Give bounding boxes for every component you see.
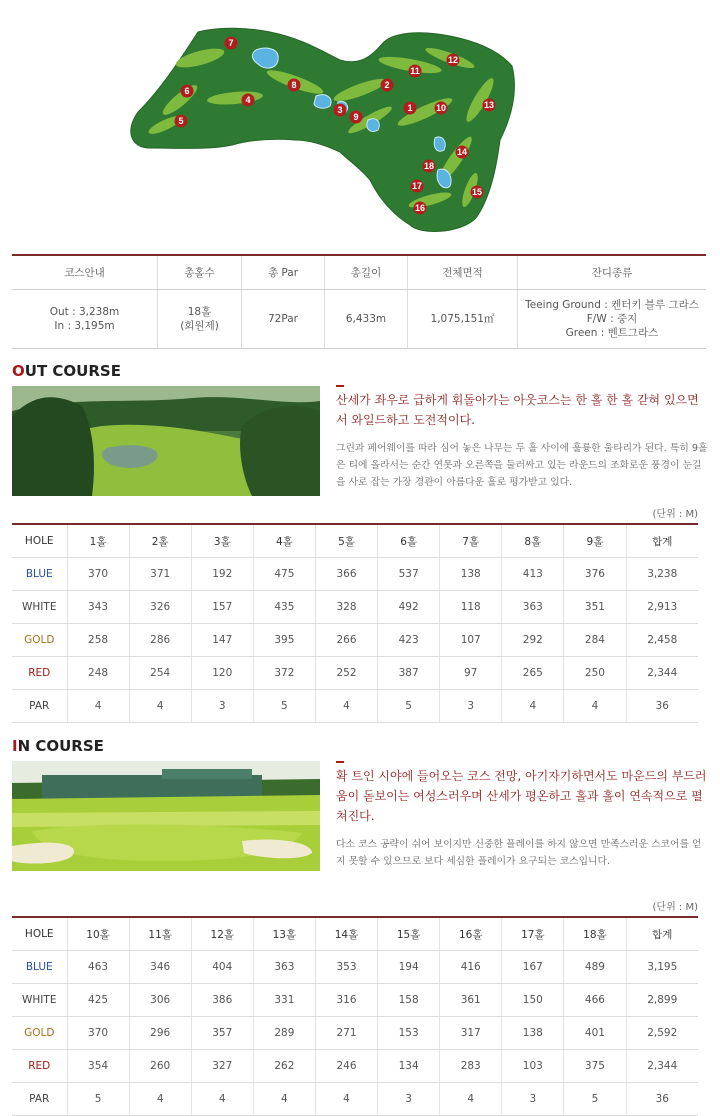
scorecard-header-cell: 3홀 <box>191 524 253 558</box>
hole-marker-icon <box>225 37 238 50</box>
hole-count-type: (회원제) <box>180 320 219 332</box>
scorecard-header-cell: 합계 <box>626 524 698 558</box>
distance-cell: 2,899 <box>626 984 698 1017</box>
grass-fairway: F/W : 중지 <box>586 313 638 325</box>
hole-marker-icon <box>411 180 424 193</box>
distance-cell: 3 <box>502 1083 564 1116</box>
in-course-lead: 확 트인 시야에 들어오는 코스 전망, 아기자기하면서도 마운드의 부드러움이 돋보이는 여성스러우며 산세가 평온하고 홀과 홀이 연속적으로 펼쳐진다. <box>336 769 707 823</box>
scorecard-header-cell: 2홀 <box>129 524 191 558</box>
distance-cell: 376 <box>564 558 626 591</box>
title-initial: I <box>12 737 18 755</box>
distance-cell: 4 <box>253 1083 315 1116</box>
info-header: 잔디종류 <box>518 255 707 290</box>
distance-cell: 292 <box>502 624 564 657</box>
distance-cell: 4 <box>564 690 626 723</box>
distance-cell: 2,344 <box>626 657 698 690</box>
hole-marker-icon <box>175 115 188 128</box>
tee-label: WHITE <box>12 984 67 1017</box>
total-par: 72Par <box>242 290 325 349</box>
scorecard-header-cell: 15홀 <box>378 917 440 951</box>
course-info-table <box>12 254 706 349</box>
distance-cell: 366 <box>315 558 377 591</box>
distance-cell: 157 <box>191 591 253 624</box>
distance-cell: 466 <box>564 984 626 1017</box>
grass-teeing: Teeing Ground : 켄터키 블루 그라스 <box>525 299 699 311</box>
hole-marker-icon <box>404 102 417 115</box>
distance-cell: 246 <box>315 1050 377 1083</box>
distance-cell: 327 <box>191 1050 253 1083</box>
scorecard-header-cell: 14홀 <box>315 917 377 951</box>
total-area: 1,075,151㎡ <box>408 290 518 349</box>
distance-cell: 5 <box>253 690 315 723</box>
distance-cell: 413 <box>502 558 564 591</box>
hole-marker-icon <box>181 85 194 98</box>
distance-cell: 153 <box>378 1017 440 1050</box>
distance-cell: 328 <box>315 591 377 624</box>
total-length: 6,433m <box>325 290 408 349</box>
distance-cell: 262 <box>253 1050 315 1083</box>
in-course-scorecard <box>12 916 698 1116</box>
svg-text:5: 5 <box>178 116 184 126</box>
distance-cell: 283 <box>440 1050 502 1083</box>
scorecard-header-cell: 4홀 <box>253 524 315 558</box>
scorecard-header-cell: 16홀 <box>440 917 502 951</box>
distance-cell: 492 <box>378 591 440 624</box>
svg-text:16: 16 <box>414 203 426 213</box>
distance-cell: 343 <box>67 591 129 624</box>
course-map <box>120 20 540 245</box>
hole-count <box>158 290 242 349</box>
table-row <box>12 624 698 657</box>
hole-marker-icon <box>350 111 363 124</box>
table-row <box>12 558 698 591</box>
accent-dash <box>336 385 344 387</box>
distance-cell: 296 <box>129 1017 191 1050</box>
distance-cell: 489 <box>564 951 626 984</box>
scorecard-header-cell: 1홀 <box>67 524 129 558</box>
svg-text:10: 10 <box>435 103 447 113</box>
distance-cell: 3 <box>440 690 502 723</box>
distance-cell: 2,592 <box>626 1017 698 1050</box>
table-row <box>12 1050 698 1083</box>
in-course-photo <box>12 761 320 871</box>
distance-cell: 435 <box>253 591 315 624</box>
table-row <box>12 657 698 690</box>
hole-marker-icon <box>242 94 255 107</box>
distance-cell: 353 <box>315 951 377 984</box>
scorecard-header-row <box>12 524 698 558</box>
svg-text:8: 8 <box>291 80 297 90</box>
distance-cell: 404 <box>191 951 253 984</box>
distance-cell: 248 <box>67 657 129 690</box>
distance-cell: 2,913 <box>626 591 698 624</box>
distance-cell: 317 <box>440 1017 502 1050</box>
table-row <box>12 984 698 1017</box>
distance-cell: 316 <box>315 984 377 1017</box>
distance-cell: 147 <box>191 624 253 657</box>
scorecard-header-cell: 12홀 <box>191 917 253 951</box>
distance-cell: 4 <box>129 690 191 723</box>
distance-cell: 258 <box>67 624 129 657</box>
tee-label: PAR <box>12 690 67 723</box>
svg-text:6: 6 <box>184 86 190 96</box>
distance-cell: 354 <box>67 1050 129 1083</box>
distance-cell: 36 <box>626 1083 698 1116</box>
distance-cell: 3,238 <box>626 558 698 591</box>
scorecard-header-cell: HOLE <box>12 917 67 951</box>
distance-cell: 103 <box>502 1050 564 1083</box>
distance-cell: 4 <box>129 1083 191 1116</box>
distance-cell: 289 <box>253 1017 315 1050</box>
hole-marker-icon <box>288 79 301 92</box>
scorecard-header-cell: 10홀 <box>67 917 129 951</box>
distance-cell: 372 <box>253 657 315 690</box>
distance-cell: 4 <box>191 1083 253 1116</box>
distance-cell: 36 <box>626 690 698 723</box>
svg-text:1: 1 <box>407 103 413 113</box>
hole-count-value: 18홀 <box>187 306 212 318</box>
hole-marker-icon <box>334 104 347 117</box>
distance-cell: 306 <box>129 984 191 1017</box>
scorecard-header-cell: 5홀 <box>315 524 377 558</box>
table-row <box>12 690 698 723</box>
tee-label: RED <box>12 1050 67 1083</box>
distance-cell: 375 <box>564 1050 626 1083</box>
distance-cell: 271 <box>315 1017 377 1050</box>
distance-cell: 120 <box>191 657 253 690</box>
distance-cell: 286 <box>129 624 191 657</box>
distance-cell: 387 <box>378 657 440 690</box>
scorecard-header-cell: 7홀 <box>440 524 502 558</box>
hole-marker-icon <box>409 65 422 78</box>
distance-cell: 326 <box>129 591 191 624</box>
distance-cell: 2,458 <box>626 624 698 657</box>
in-course-title <box>12 737 104 755</box>
svg-text:11: 11 <box>410 66 420 76</box>
distance-cell: 2,344 <box>626 1050 698 1083</box>
out-course-lead: 산세가 좌우로 급하게 휘돌아가는 아웃코스는 한 홀 한 홀 갇혀 있으면서 와일드하고 도전적이다. <box>336 393 699 427</box>
distance-cell: 118 <box>440 591 502 624</box>
distance-cell: 395 <box>253 624 315 657</box>
distance-cell: 4 <box>67 690 129 723</box>
table-row <box>12 591 698 624</box>
svg-text:9: 9 <box>353 112 359 122</box>
distance-cell: 475 <box>253 558 315 591</box>
title-rest: UT COURSE <box>24 362 121 380</box>
out-course-scorecard <box>12 523 698 723</box>
info-header-row <box>12 255 706 290</box>
title-initial: O <box>12 362 25 380</box>
scorecard-header-cell: 6홀 <box>378 524 440 558</box>
info-header: 총 Par <box>242 255 325 290</box>
scorecard-header-cell: HOLE <box>12 524 67 558</box>
info-header: 코스안내 <box>12 255 158 290</box>
out-length: Out : 3,238m <box>49 306 120 318</box>
scorecard-header-cell: 18홀 <box>564 917 626 951</box>
tee-label: GOLD <box>12 624 67 657</box>
distance-cell: 370 <box>67 558 129 591</box>
info-header: 총홀수 <box>158 255 242 290</box>
distance-cell: 463 <box>67 951 129 984</box>
table-row <box>12 1083 698 1116</box>
tee-label: PAR <box>12 1083 67 1116</box>
in-course-description <box>336 761 708 870</box>
scorecard-header-cell: 합계 <box>626 917 698 951</box>
distance-cell: 370 <box>67 1017 129 1050</box>
scorecard-header-cell: 9홀 <box>564 524 626 558</box>
hole-marker-icon <box>423 160 436 173</box>
in-unit-label: (단위 : M) <box>652 902 698 913</box>
accent-dash <box>336 761 344 763</box>
hole-marker-icon <box>435 102 448 115</box>
distance-cell: 386 <box>191 984 253 1017</box>
distance-cell: 3 <box>191 690 253 723</box>
title-rest: N COURSE <box>17 737 104 755</box>
distance-cell: 5 <box>564 1083 626 1116</box>
distance-cell: 192 <box>191 558 253 591</box>
hole-marker-icon <box>414 202 427 215</box>
distance-cell: 194 <box>378 951 440 984</box>
distance-cell: 5 <box>67 1083 129 1116</box>
distance-cell: 331 <box>253 984 315 1017</box>
info-header: 총길이 <box>325 255 408 290</box>
tee-label: BLUE <box>12 558 67 591</box>
distance-cell: 4 <box>440 1083 502 1116</box>
svg-text:14: 14 <box>456 147 468 157</box>
distance-cell: 167 <box>502 951 564 984</box>
distance-cell: 4 <box>315 690 377 723</box>
in-length: In : 3,195m <box>54 320 115 332</box>
scorecard-header-cell: 13홀 <box>253 917 315 951</box>
distance-cell: 371 <box>129 558 191 591</box>
svg-text:2: 2 <box>384 80 390 90</box>
svg-text:3: 3 <box>337 105 343 115</box>
distance-cell: 401 <box>564 1017 626 1050</box>
distance-cell: 357 <box>191 1017 253 1050</box>
scorecard-header-cell: 8홀 <box>502 524 564 558</box>
distance-cell: 4 <box>315 1083 377 1116</box>
distance-cell: 3 <box>378 1083 440 1116</box>
distance-cell: 138 <box>502 1017 564 1050</box>
distance-cell: 5 <box>378 690 440 723</box>
distance-cell: 363 <box>253 951 315 984</box>
distance-cell: 4 <box>502 690 564 723</box>
hole-marker-icon <box>471 186 484 199</box>
svg-text:17: 17 <box>411 181 423 191</box>
distance-cell: 346 <box>129 951 191 984</box>
out-course-title <box>12 362 121 380</box>
distance-cell: 351 <box>564 591 626 624</box>
hole-marker-icon <box>483 99 496 112</box>
out-unit-label: (단위 : M) <box>652 509 698 520</box>
hole-marker-icon <box>447 54 460 67</box>
distance-cell: 138 <box>440 558 502 591</box>
scorecard-header-row <box>12 917 698 951</box>
distance-cell: 107 <box>440 624 502 657</box>
svg-text:13: 13 <box>483 100 495 110</box>
svg-text:7: 7 <box>228 38 234 48</box>
distance-cell: 254 <box>129 657 191 690</box>
tee-label: RED <box>12 657 67 690</box>
distance-cell: 361 <box>440 984 502 1017</box>
distance-cell: 150 <box>502 984 564 1017</box>
distance-cell: 250 <box>564 657 626 690</box>
out-course-photo <box>12 386 320 496</box>
distance-cell: 265 <box>502 657 564 690</box>
distance-cell: 260 <box>129 1050 191 1083</box>
distance-cell: 252 <box>315 657 377 690</box>
tee-label: BLUE <box>12 951 67 984</box>
info-header: 전체면적 <box>408 255 518 290</box>
distance-cell: 3,195 <box>626 951 698 984</box>
svg-text:4: 4 <box>245 95 251 105</box>
distance-cell: 416 <box>440 951 502 984</box>
hole-marker-icon <box>456 146 469 159</box>
info-value-row <box>12 290 706 349</box>
distance-cell: 134 <box>378 1050 440 1083</box>
tee-label: GOLD <box>12 1017 67 1050</box>
distance-cell: 425 <box>67 984 129 1017</box>
distance-cell: 423 <box>378 624 440 657</box>
svg-text:15: 15 <box>471 187 483 197</box>
in-course-body: 다소 코스 공략이 쉬어 보이지만 신중한 플레이를 하지 않으면 만족스러운 스코어를 얻지 못할 수 있으므로 보다 세심한 플레이가 요구되는 코스입니다. <box>336 839 702 867</box>
distance-cell: 363 <box>502 591 564 624</box>
distance-cell: 537 <box>378 558 440 591</box>
distance-cell: 97 <box>440 657 502 690</box>
svg-text:18: 18 <box>423 161 435 171</box>
course-lengths <box>12 290 158 349</box>
scorecard-header-cell: 11홀 <box>129 917 191 951</box>
distance-cell: 158 <box>378 984 440 1017</box>
out-course-description <box>336 385 708 491</box>
distance-cell: 284 <box>564 624 626 657</box>
svg-text:12: 12 <box>447 55 459 65</box>
hole-marker-icon <box>381 79 394 92</box>
scorecard-header-cell: 17홀 <box>502 917 564 951</box>
table-row <box>12 1017 698 1050</box>
table-row <box>12 951 698 984</box>
distance-cell: 266 <box>315 624 377 657</box>
grass-types <box>518 290 707 349</box>
grass-green: Green : 벤트그라스 <box>565 327 659 339</box>
tee-label: WHITE <box>12 591 67 624</box>
out-course-body: 그린과 페어웨이를 따라 심어 놓은 나무는 두 홀 사이에 훌륭한 울타리가 된다. 특히 9홀은 티에 올라서는 순간 연못과 오른쪽을 둘러싸고 있는 라운드의 조화로운 풍경이 눈길을 사로 잡는 가장 경관이 아름다운 홀로 평가받고 있다. <box>336 443 708 488</box>
